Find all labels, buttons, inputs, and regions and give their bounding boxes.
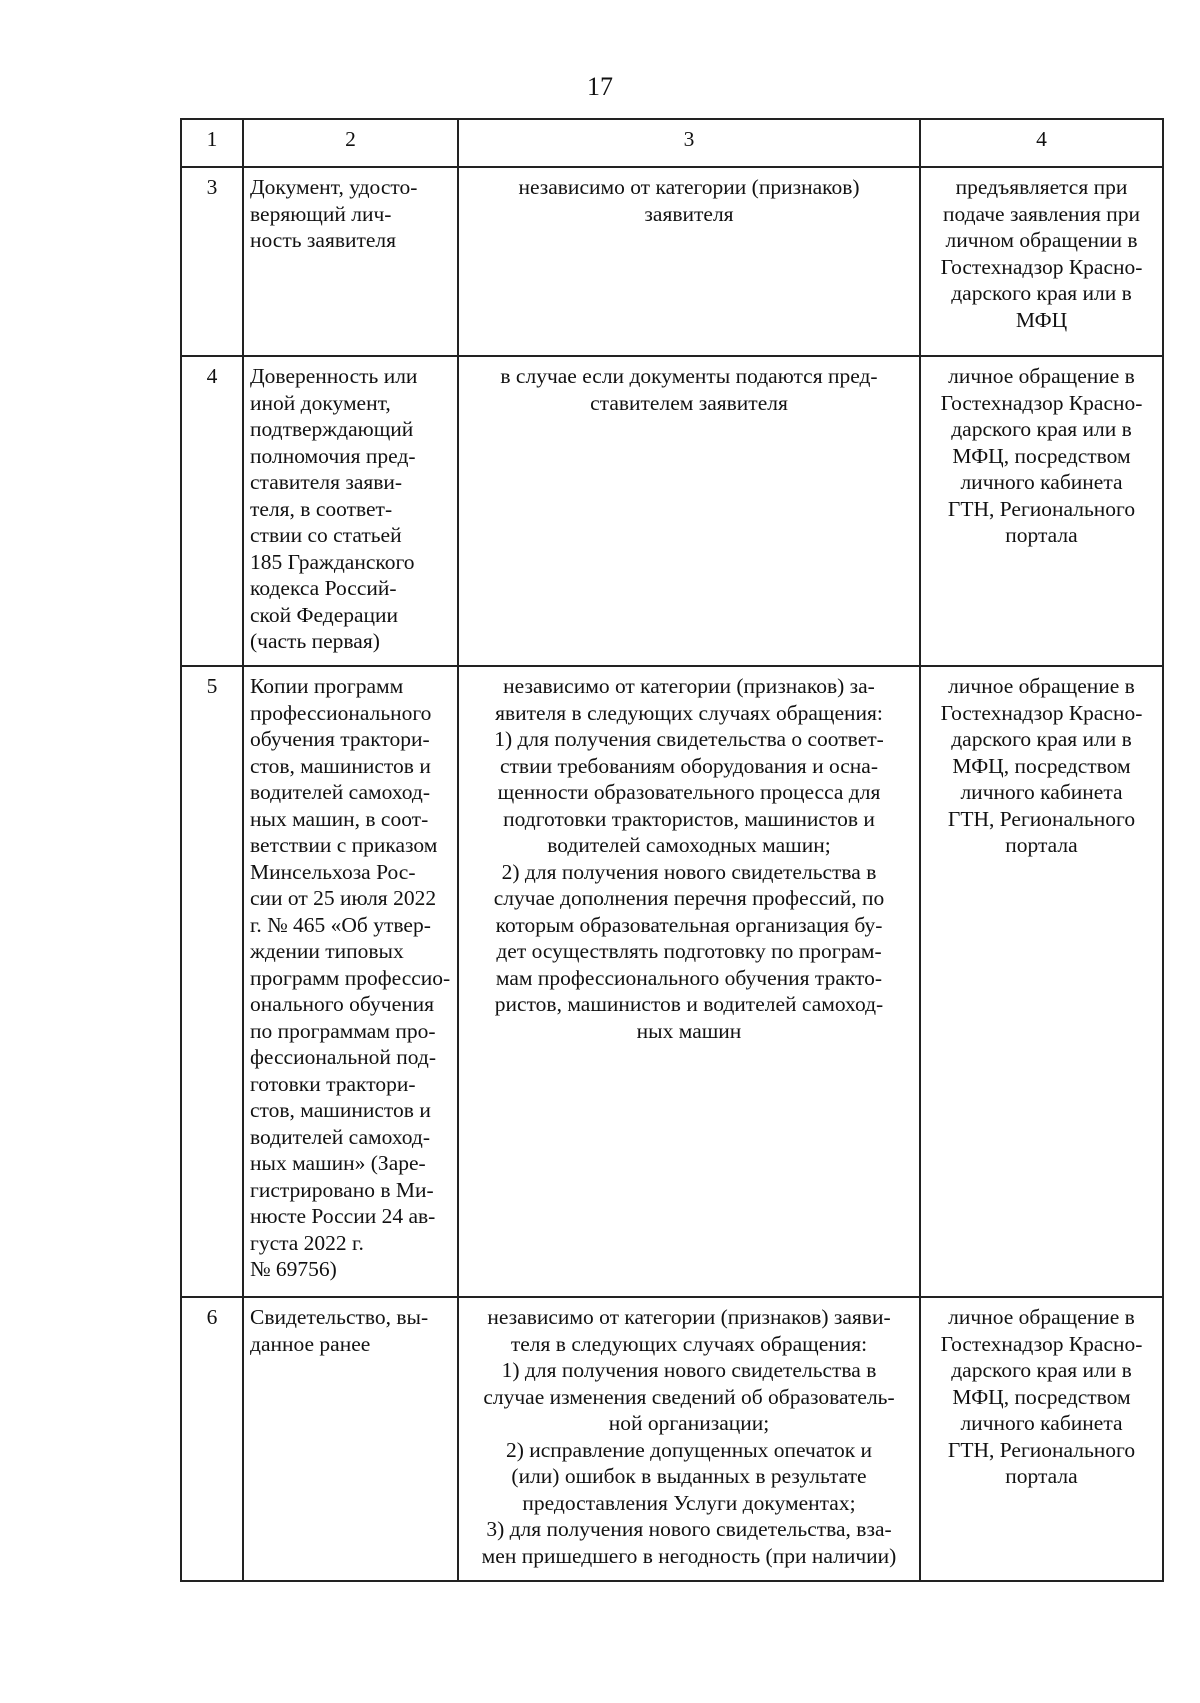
- cell-text-line: Гостехнадзор Красно-: [940, 1331, 1143, 1356]
- cell-text-line: ставителя заяви-: [250, 470, 403, 494]
- cell-text-line: личном обращении в: [945, 228, 1138, 252]
- cell-text-line: Копии программ: [250, 674, 404, 698]
- cell-text-line: № 69756): [250, 1257, 337, 1281]
- cell-text-line: водителей самоход-: [250, 780, 430, 804]
- cell-text-line: полномочия пред-: [250, 443, 416, 468]
- cell-text-line: (часть первая): [250, 629, 380, 653]
- condition-cell: [458, 666, 920, 1297]
- submission-method-cell: [920, 1297, 1163, 1581]
- submission-method-cell: [920, 167, 1163, 356]
- cell-text-line: ных машин, в соот-: [250, 806, 429, 831]
- cell-text-line: личного кабинета: [960, 470, 1123, 494]
- cell-text-line: по программам про-: [250, 1018, 436, 1043]
- cell-text-line: ской Федерации: [250, 602, 399, 627]
- cell-text-line: ставителем заявителя: [590, 390, 788, 415]
- cell-text-line: густа 2022 г.: [250, 1230, 364, 1255]
- cell-text-line: 1) для получения свидетельства о соответ-: [494, 727, 884, 751]
- row-number: 6: [181, 1297, 243, 1581]
- cell-text-line: готовки трактори-: [250, 1071, 416, 1096]
- submission-method-cell: [920, 666, 1163, 1297]
- cell-text-line: дарского края или в: [951, 281, 1132, 305]
- cell-text-line: МФЦ, посредством: [952, 753, 1131, 778]
- condition-cell: [458, 1297, 920, 1581]
- cell-text-line: Доверенность или: [250, 364, 418, 388]
- document-name-cell: [243, 356, 458, 666]
- cell-text-line: которым образовательная организация бу-: [495, 912, 883, 937]
- cell-text-line: заявителя: [644, 201, 734, 226]
- cell-text-line: ствии со статьей: [250, 523, 402, 547]
- cell-text-line: дет осуществлять подготовку по програм-: [496, 939, 882, 963]
- page-number: 17: [587, 72, 613, 101]
- table-row: [181, 666, 1163, 1297]
- cell-text-line: 2) для получения нового свидетельства в: [501, 859, 877, 884]
- cell-text-line: мен пришедшего в негодность (при наличии): [481, 1543, 897, 1568]
- cell-text-line: независимо от категории (признаков): [518, 175, 860, 199]
- cell-text-line: данное ранее: [250, 1331, 371, 1356]
- cell-text-line: Гостехнадзор Красно-: [940, 254, 1143, 279]
- condition-cell: [458, 356, 920, 666]
- cell-text-line: портала: [1005, 833, 1078, 857]
- cell-text-line: ных машин: [636, 1018, 742, 1043]
- cell-text-line: теля, в соответ-: [250, 496, 393, 521]
- submission-method-cell: [920, 356, 1163, 666]
- cell-text-line: ГТН, Регионального: [947, 1437, 1136, 1462]
- column-header: 3: [458, 119, 920, 167]
- cell-text-line: ГТН, Регионального: [947, 806, 1136, 831]
- cell-text-line: случае дополнения перечня профессий, по: [493, 886, 885, 910]
- cell-text-line: ных машин» (Заре-: [250, 1151, 426, 1175]
- cell-text-line: сии от 25 июля 2022: [250, 886, 437, 910]
- document-name-cell: [243, 167, 458, 356]
- row-number: 4: [181, 356, 243, 666]
- cell-text-line: МФЦ, посредством: [952, 1384, 1131, 1409]
- cell-text-line: предъявляется при: [955, 175, 1128, 199]
- documents-table: [180, 118, 1164, 1582]
- cell-text-line: г. № 465 «Об утвер-: [250, 912, 431, 937]
- cell-text-line: дарского края или в: [951, 417, 1132, 441]
- cell-text-line: независимо от категории (признаков) за-: [503, 674, 875, 698]
- cell-text-line: (или) ошибок в выданных в результате: [511, 1464, 867, 1488]
- cell-text-line: портала: [1005, 523, 1078, 547]
- document-name-cell: [243, 666, 458, 1297]
- cell-text-line: 185 Гражданского: [250, 549, 415, 574]
- table-row: [181, 167, 1163, 356]
- cell-text-line: Документ, удосто-: [250, 175, 418, 199]
- cell-text-line: личного кабинета: [960, 780, 1123, 804]
- cell-text-line: профессионального: [250, 700, 432, 725]
- cell-text-line: случае изменения сведений об образователь-: [483, 1384, 895, 1409]
- column-header: 4: [920, 119, 1163, 167]
- condition-cell: [458, 167, 920, 356]
- cell-text-line: личное обращение в: [948, 674, 1135, 698]
- cell-text-line: МФЦ, посредством: [952, 443, 1131, 468]
- cell-text-line: стов, машинистов и: [250, 753, 431, 778]
- cell-text-line: ность заявителя: [250, 228, 397, 252]
- cell-text-line: дарского края или в: [951, 727, 1132, 751]
- cell-text-line: портала: [1005, 1464, 1078, 1488]
- cell-text-line: онального обучения: [250, 992, 435, 1016]
- cell-text-line: личного кабинета: [960, 1411, 1123, 1435]
- cell-text-line: Гостехнадзор Красно-: [940, 390, 1143, 415]
- cell-text-line: водителей самоходных машин;: [547, 833, 831, 857]
- table-header-row: [181, 119, 1163, 167]
- row-number: 5: [181, 666, 243, 1297]
- cell-text-line: фессиональной под-: [250, 1045, 436, 1069]
- cell-text-line: явителя в следующих случаях обращения:: [495, 700, 883, 725]
- cell-text-line: 3) для получения нового свидетельства, взa-: [486, 1517, 892, 1541]
- column-header: 2: [243, 119, 458, 167]
- cell-text-line: предоставления Услуги документах;: [522, 1490, 856, 1515]
- document-name-cell: [243, 1297, 458, 1581]
- cell-text-line: щенности образовательного процесса для: [497, 780, 881, 804]
- cell-text-line: водителей самоход-: [250, 1124, 430, 1149]
- cell-text-line: личное обращение в: [948, 1305, 1135, 1329]
- cell-text-line: в случае если документы подаются пред-: [500, 364, 878, 388]
- cell-text-line: подаче заявления при: [942, 201, 1141, 226]
- cell-text-line: программ профессио-: [250, 965, 451, 990]
- cell-text-line: ждении типовых: [250, 939, 404, 963]
- cell-text-line: ной организации;: [608, 1411, 770, 1435]
- cell-text-line: теля в следующих случаях обращения:: [510, 1331, 868, 1356]
- column-header: 1: [181, 119, 243, 167]
- cell-text-line: МФЦ: [1015, 307, 1068, 332]
- cell-text-line: ристов, машинистов и водителей самоход-: [494, 992, 884, 1016]
- cell-text-line: нюсте России 24 ав-: [250, 1204, 436, 1228]
- table-row: [181, 356, 1163, 666]
- cell-text-line: гистрировано в Ми-: [250, 1177, 434, 1202]
- cell-text-line: дарского края или в: [951, 1358, 1132, 1382]
- cell-text-line: подготовки трактористов, машинистов и: [503, 806, 875, 831]
- cell-text-line: 2) исправление допущенных опечаток и: [505, 1437, 873, 1462]
- cell-text-line: стов, машинистов и: [250, 1098, 431, 1122]
- cell-text-line: Свидетельство, вы-: [250, 1305, 429, 1329]
- cell-text-line: 1) для получения нового свидетельства в: [501, 1358, 877, 1382]
- cell-text-line: мам профессионального обучения тракто-: [495, 965, 883, 990]
- cell-text-line: Минсельхоза Рос-: [250, 859, 416, 884]
- cell-text-line: личное обращение в: [948, 364, 1135, 388]
- cell-text-line: подтверждающий: [250, 417, 414, 441]
- cell-text-line: ГТН, Регионального: [947, 496, 1136, 521]
- cell-text-line: кодекса Россий-: [250, 576, 397, 600]
- table-row: [181, 1297, 1163, 1581]
- cell-text-line: Гостехнадзор Красно-: [940, 700, 1143, 725]
- cell-text-line: независимо от категории (признаков) заяви-: [487, 1305, 891, 1329]
- cell-text-line: обучения трактори-: [250, 727, 430, 751]
- cell-text-line: ветствии с приказом: [250, 833, 438, 857]
- cell-text-line: иной документ,: [250, 390, 391, 415]
- row-number: 3: [181, 167, 243, 356]
- cell-text-line: ствии требованиям оборудования и осна-: [499, 753, 878, 778]
- cell-text-line: веряющий лич-: [250, 201, 392, 226]
